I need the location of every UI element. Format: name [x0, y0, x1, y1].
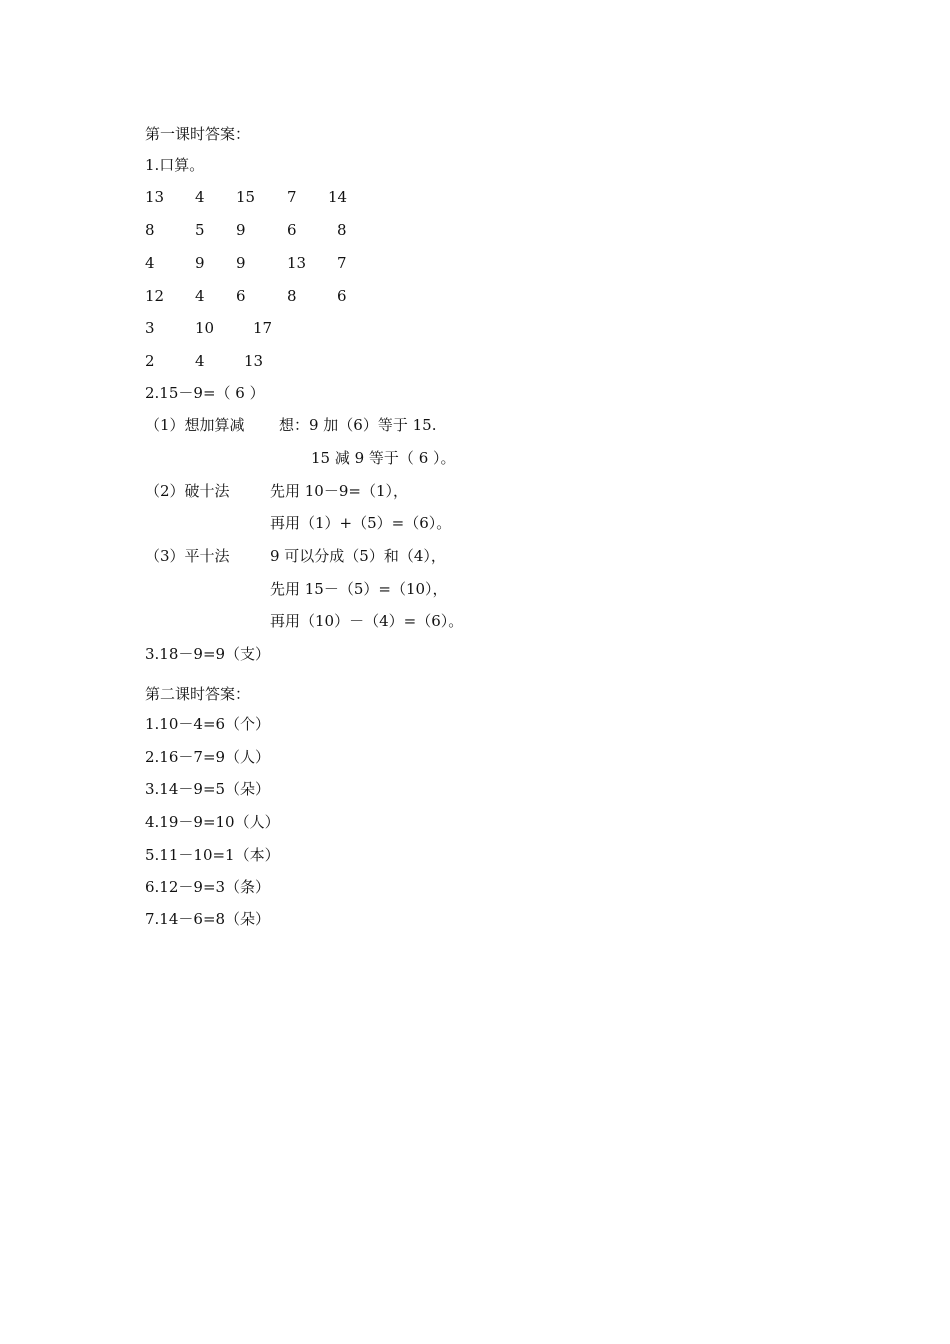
mental-math-answer: 13: [287, 254, 307, 272]
mental-math-answer: 14: [328, 188, 348, 206]
lesson2-answer: 2.16－7=9（人）: [145, 748, 271, 766]
mental-math-answer: 2: [145, 352, 155, 370]
lesson2-answer: 6.12－9=3（条）: [145, 878, 271, 896]
lesson1-title: 第一课时答案：: [145, 125, 251, 143]
mental-math-answer: 10: [195, 319, 215, 337]
method2-step2: 再用（1）+（5）=（6）。: [270, 514, 452, 532]
method3-label: （3）平十法: [145, 547, 230, 565]
mental-math-answer: 6: [236, 287, 246, 305]
mental-math-answer: 6: [287, 221, 297, 239]
lesson2-title: 第二课时答案：: [145, 685, 251, 703]
mental-math-answer: 4: [195, 188, 205, 206]
mental-math-answer: 9: [195, 254, 205, 272]
mental-math-answer: 15: [236, 188, 256, 206]
mental-math-answer: 13: [244, 352, 264, 370]
mental-math-answer: 12: [145, 287, 165, 305]
mental-math-answer: 17: [253, 319, 273, 337]
method1-step1: 想：9 加（6）等于 15.: [279, 416, 437, 434]
lesson2-answer: 1.10－4=6（个）: [145, 715, 271, 733]
mental-math-answer: 5: [195, 221, 205, 239]
mental-math-answer: 7: [337, 254, 347, 272]
mental-math-answer: 7: [287, 188, 297, 206]
mental-math-answer: 9: [236, 254, 246, 272]
lesson2-answer: 7.14－6=8（朵）: [145, 910, 271, 928]
q2-label: 2.15－9=（ 6 ）: [145, 384, 265, 402]
mental-math-answer: 4: [195, 352, 205, 370]
method1-label: （1）想加算减: [145, 416, 245, 434]
mental-math-answer: 9: [236, 221, 246, 239]
q1-label: 1.口算。: [145, 156, 205, 174]
method2-label: （2）破十法: [145, 482, 230, 500]
method3-step2: 先用 15－（5）=（10），: [270, 580, 448, 598]
lesson2-answer: 3.14－9=5（朵）: [145, 780, 271, 798]
mental-math-answer: 6: [337, 287, 347, 305]
method1-step2: 15 减 9 等于（ 6 ）。: [311, 449, 456, 467]
mental-math-answer: 3: [145, 319, 155, 337]
mental-math-answer: 8: [337, 221, 347, 239]
mental-math-answer: 8: [145, 221, 155, 239]
method2-step1: 先用 10－9=（1），: [270, 482, 409, 500]
method3-step3: 再用（10）－（4）=（6）。: [270, 612, 464, 630]
lesson2-answer: 5.11－10=1（本）: [145, 846, 280, 864]
method3-step1: 9 可以分成（5）和（4），: [270, 547, 446, 565]
mental-math-answer: 8: [287, 287, 297, 305]
mental-math-answer: 4: [145, 254, 155, 272]
q3-answer: 3.18－9=9（支）: [145, 645, 271, 663]
mental-math-answer: 4: [195, 287, 205, 305]
lesson2-answer: 4.19－9=10（人）: [145, 813, 280, 831]
mental-math-answer: 13: [145, 188, 165, 206]
